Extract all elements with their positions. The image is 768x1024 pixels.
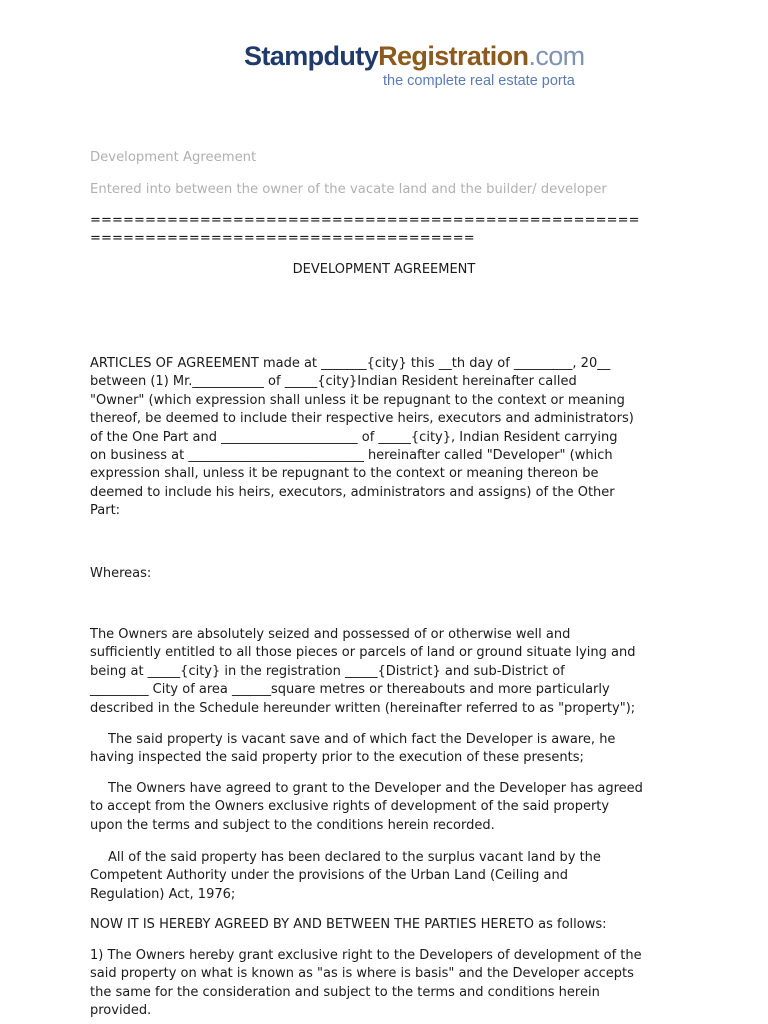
- text-line: upon the terms and subject to the conditions herein recorded.: [90, 817, 495, 833]
- text-line: expression shall, unless it be repugnant to the context or meaning thereon be: [90, 466, 599, 482]
- text-line: The Owners have agreed to grant to the Developer and the Developer has agreed: [108, 781, 643, 796]
- owners-possession-paragraph: [90, 626, 680, 718]
- text-line: The said property is vacant save and of which fact the Developer is aware, he: [108, 732, 616, 747]
- text-line: the same for the consideration and subject to the terms and conditions herein: [90, 984, 600, 1000]
- text-line: provided.: [90, 1003, 152, 1019]
- text-line: said property on what is known as "as is where is basis" and the Developer accepts: [90, 966, 634, 982]
- text-line: 1) The Owners hereby grant exclusive right to the Developers of development of the: [90, 948, 642, 963]
- logo-tagline: the complete real estate porta: [383, 73, 575, 89]
- text-line: on business at ___________________________ hereinafter called "Developer" (which: [90, 448, 613, 464]
- whereas-heading: [90, 565, 680, 583]
- text-line: ARTICLES OF AGREEMENT made at _______{city} this __th day of _________, 20__: [90, 356, 611, 371]
- clause-1-paragraph: [90, 947, 680, 1021]
- text-line: Whereas:: [90, 566, 152, 581]
- text-line: Regulation) Act, 1976;: [90, 886, 236, 902]
- articles-of-agreement-paragraph: [90, 355, 680, 521]
- text-line: _________ City of area ______square metres or thereabouts and more particularly: [90, 682, 610, 698]
- text-line: of the One Part and _____________________ of _____{city}, Indian Resident carrying: [90, 429, 618, 445]
- text-line: "Owner" (which expression shall unless it be repugnant to the context or meaning: [90, 392, 625, 408]
- text-line: deemed to include his heirs, executors, administrators and assigns) of the Other: [90, 484, 615, 500]
- text-line: between (1) Mr.___________ of _____{city}Indian Resident hereinafter called: [90, 374, 577, 390]
- grant-agreed-paragraph: [90, 780, 680, 835]
- agreement-title: DEVELOPMENT AGREEMENT: [292, 262, 476, 277]
- text-line: All of the said property has been declared to the surplus vacant land by the: [108, 850, 601, 865]
- separator-line-2: ===================================: [90, 231, 475, 246]
- logo-part-domain: .com: [528, 41, 585, 71]
- text-line: The Owners are absolutely seized and possessed of or otherwise well and: [90, 627, 571, 642]
- separator-line-1: ==================================================: [90, 213, 640, 228]
- text-line: having inspected the said property prior to the execution of these presents;: [90, 750, 584, 766]
- logo-part-stampduty: Stampduty: [244, 41, 379, 71]
- logo-part-registration: Registration: [378, 41, 529, 71]
- text-line: described in the Schedule hereunder written (hereinafter referred to as "property");: [90, 700, 636, 716]
- text-line: being at _____{city} in the registration _____{District} and sub-District of: [90, 663, 565, 679]
- document-heading: Development Agreement: [90, 150, 257, 165]
- text-line: Part:: [90, 503, 121, 519]
- text-line: NOW IT IS HEREBY AGREED BY AND BETWEEN THE PARTIES HERETO as follows:: [90, 917, 607, 932]
- now-agreed-paragraph: [90, 916, 680, 934]
- surplus-land-paragraph: [90, 849, 680, 904]
- logo-wordmark: [244, 40, 604, 72]
- text-line: Competent Authority under the provisions of the Urban Land (Ceiling and: [90, 868, 569, 884]
- site-logo[interactable]: [244, 40, 604, 90]
- text-line: to accept from the Owners exclusive rights of development of the said property: [90, 799, 610, 815]
- vacant-property-paragraph: [90, 731, 680, 768]
- text-line: thereof, be deemed to include their respective heirs, executors and administrators): [90, 411, 634, 427]
- text-line: sufficiently entitled to all those pieces or parcels of land or ground situate lying and: [90, 645, 636, 661]
- document-subheading: Entered into between the owner of the vacate land and the builder/ developer: [90, 182, 607, 197]
